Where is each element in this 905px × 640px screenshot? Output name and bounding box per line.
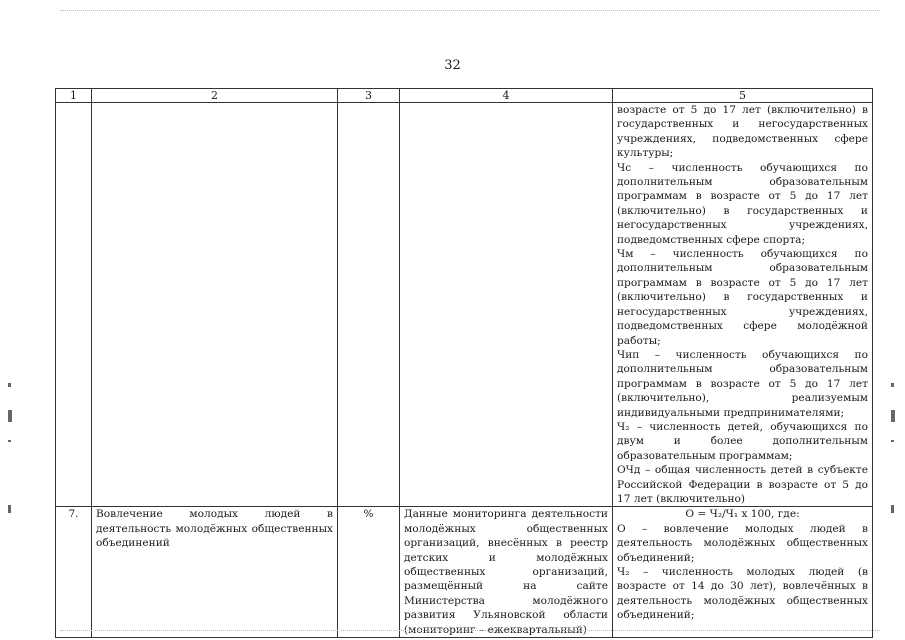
row-number: 7. (56, 507, 92, 638)
empty-cell (338, 103, 400, 507)
method-paragraph: возрасте от 5 до 17 лет (включительно) в государственных и негосударственных учреждениях, подведомственных сфере культуры; (617, 104, 868, 160)
calculation-method-cell (613, 103, 873, 507)
data-source-cell: Данные мониторинга деятельности молодёжных общественных организаций, внесённых в реестр детских и молодёжных общественных организаций, размещённый на сайте Министерства молодёжного развития Ульяновской области (мониторинг – ежеквартальный) (400, 507, 613, 638)
method-paragraph: ОЧд – общая численность детей в субъекте Российской Федерации в возрасте от 5 до 17 лет (включительно) (617, 464, 868, 505)
method-paragraph: Ч₂ – численность детей, обучающихся по двум и более дополнительным образовательным программам; (617, 420, 868, 462)
scan-dotted-line (60, 10, 880, 12)
header-cell: 3 (338, 89, 400, 103)
method-paragraph: О – вовлечение молодых людей в деятельность молодёжных общественных объединений; (617, 522, 868, 564)
header-cell: 4 (400, 89, 613, 103)
scan-dotted-line (60, 630, 880, 632)
table-row-7 (56, 507, 873, 638)
method-paragraph: Чм – численность обучающихся по дополнительным образовательным программам в возрасте от 5 до 17 лет (включительно) в государственных и негосударственных учреждениях, подведомственных сфере молодёжной работы; (617, 248, 868, 347)
table-header-row (56, 89, 873, 103)
method-paragraph: Чс – численность обучающихся по дополнительным образовательным программам в возрасте от 5 до 17 лет (включительно) в государственных и негосударственных учреждениях, подведомственных сфере спорта; (617, 161, 868, 246)
empty-cell (56, 103, 92, 507)
empty-cell (92, 103, 338, 507)
calculation-method-cell (613, 507, 873, 638)
indicator-name: Вовлечение молодых людей в деятельность молодёжных общественных объединений (92, 507, 338, 638)
table-row-continuation (56, 103, 873, 507)
unit-cell: % (338, 507, 400, 638)
header-cell: 2 (92, 89, 338, 103)
formula: О = Ч₂/Ч₁ х 100, где: (685, 508, 800, 521)
indicator-table (55, 88, 873, 638)
method-paragraph: Чип – численность обучающихся по дополнительным образовательным программам в возрасте от 5 до 17 лет (включительно), реализуемым индивидуальными предпринимателями; (617, 348, 868, 419)
page-number: 32 (444, 58, 461, 73)
header-cell: 1 (56, 89, 92, 103)
empty-cell (400, 103, 613, 507)
method-paragraph: Ч₂ – численность молодых людей (в возрасте от 14 до 30 лет), вовлечённых в деятельность молодёжных общественных объединений; (617, 566, 868, 622)
header-cell: 5 (613, 89, 873, 103)
